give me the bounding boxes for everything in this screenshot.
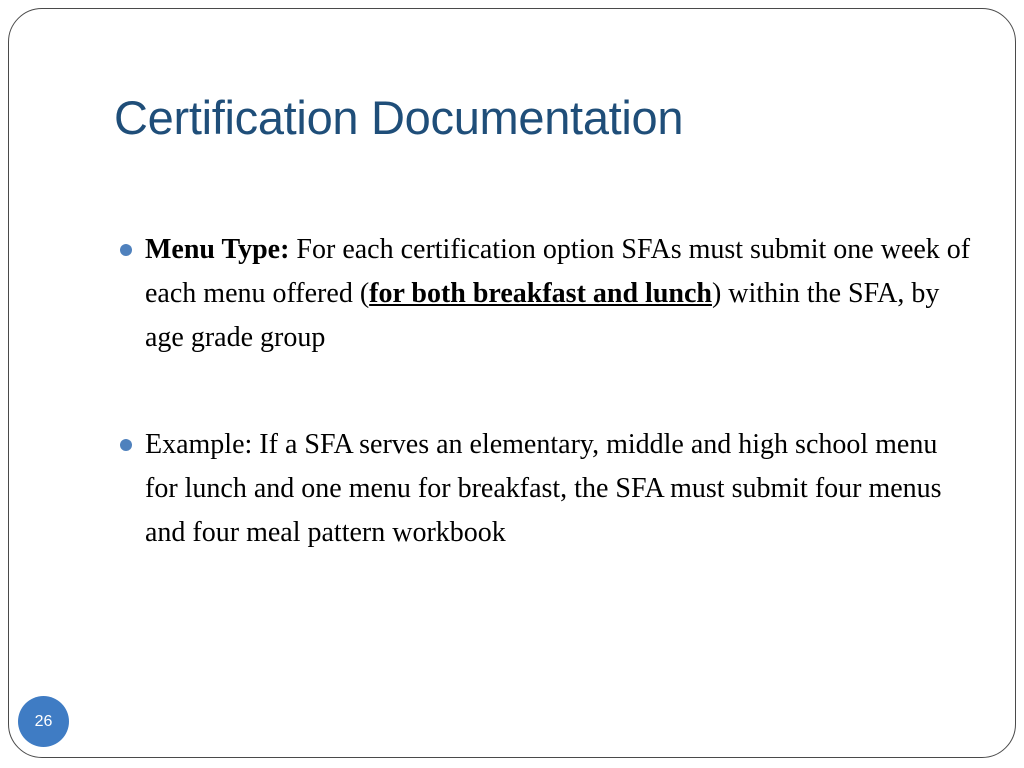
slide-title: Certification Documentation [114,91,684,144]
bullet-text-end: ) within the SFA, by age grade group [145,278,940,353]
bullet-dot-icon [120,439,132,451]
bullet-label: Menu Type: [145,234,290,265]
page-number-badge: 26 [18,696,69,747]
bullet-emphasis: for both breakfast and lunch [369,278,712,309]
slide [8,8,1016,758]
bullet-example [145,423,975,555]
bullet-menu-type [145,228,975,360]
bullet-text: For each certification option SFAs must submit one week of each menu offered ( [145,234,971,309]
bullet-text: Example: If a SFA serves an elementary, middle and high school menu for lunch and one menu for breakfast, the SFA must submit four menus and four meal pattern workbook [145,429,942,548]
bullet-dot-icon [120,244,132,256]
